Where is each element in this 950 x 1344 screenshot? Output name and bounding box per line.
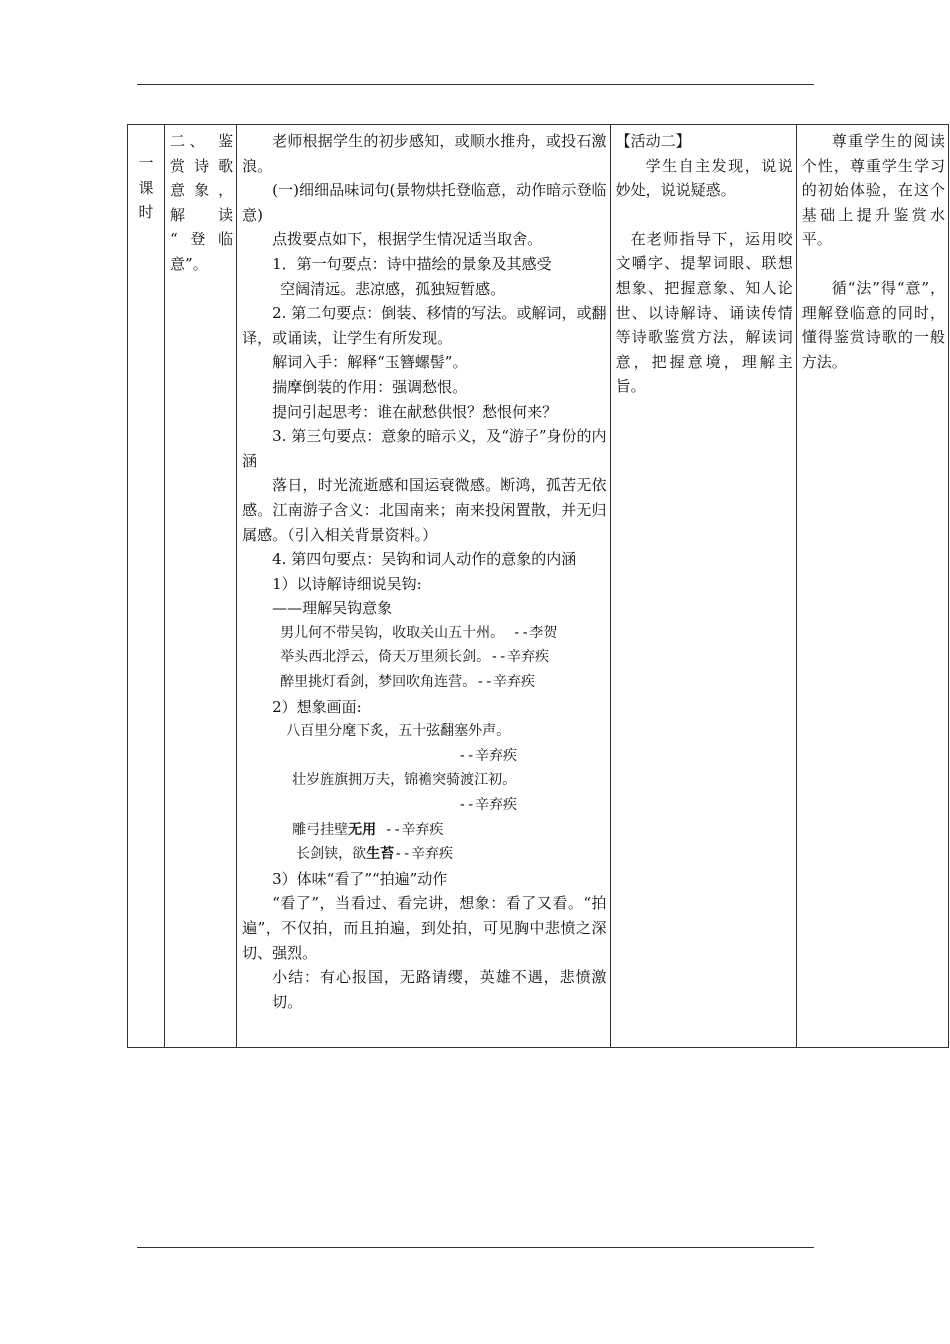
point-4-sub-1b: ——理解吴钩意象 bbox=[272, 599, 393, 618]
design-intent-cell bbox=[796, 125, 948, 1048]
point-1: 1．第一句要点：诗中描绘的景象及其感受 bbox=[272, 254, 552, 273]
activity-text: 学生自主发现，说说妙处，说说疑惑。 bbox=[615, 156, 793, 200]
poem-emphasis: 无用 bbox=[348, 821, 377, 838]
poem-emphasis: 生苔 bbox=[366, 846, 395, 863]
point-3: 3. 第三句要点：意象的暗示义，及“游子”身份的内涵 bbox=[242, 427, 607, 470]
table-row bbox=[128, 125, 949, 1048]
point-2-inversion: 揣摩倒装的作用：强调愁恨。 bbox=[272, 377, 468, 396]
summary-text: 小结：有心报国，无路请缨，英雄不遇，悲愤激切。 bbox=[272, 968, 607, 1011]
lesson-char: 时 bbox=[138, 203, 154, 222]
points-intro: 点拨要点如下，根据学生情况适当取舍。 bbox=[272, 230, 543, 249]
point-2: 2. 第二句要点：倒装、移情的写法。或解词，或翻译，或诵读，让学生有所发现。 bbox=[242, 304, 607, 347]
poem-author: --辛弃疾 bbox=[376, 821, 444, 838]
poem-text: 雕弓挂壁 bbox=[292, 821, 349, 838]
student-activity-cell bbox=[610, 125, 796, 1048]
poem-line: 八百里分麾下炙，五十弦翻塞外声。 bbox=[286, 723, 511, 740]
poem-line: 醉里挑灯看剑，梦回吹角连营。--辛弃疾 bbox=[280, 674, 535, 691]
poem-line: 男儿何不带吴钩，收取关山五十州。 --李贺 bbox=[280, 624, 558, 641]
header-rule bbox=[137, 84, 814, 85]
section-heading: (一)细细品味词句(景物烘托登临意，动作暗示登临意) bbox=[242, 181, 607, 224]
point-4-sub-3: 3）体味“看了”“拍遍”动作 bbox=[272, 869, 448, 888]
poem-line: 壮岁旌旗拥万夫，锦襜突骑渡江初。 bbox=[292, 772, 517, 789]
point-4-sub-1: 1）以诗解诗细说吴钩: bbox=[272, 574, 422, 593]
poem-line: 举头西北浮云，倚天万里须长剑。--辛弃疾 bbox=[280, 649, 549, 666]
point-1-detail: 空阔清远。悲凉感，孤独短暂感。 bbox=[280, 279, 506, 298]
teacher-activity-cell bbox=[237, 125, 610, 1048]
poem-line bbox=[242, 842, 606, 867]
point-2-question: 提问引起思考：谁在献愁供恨？愁恨何来？ bbox=[272, 402, 558, 421]
point-4: 4. 第四句要点：吴钩和词人动作的意象的内涵 bbox=[272, 550, 577, 569]
guidance-text: 在老师指导下，运用咬文嚼字、提挈词眼、联想想象、把握意象、知人论世、以诗解诗、诵读传情等诗歌鉴赏方法，解读词意，把握意境，理解主旨。 bbox=[615, 229, 793, 396]
footer-rule bbox=[137, 1247, 814, 1248]
poem-author: --辛弃疾 bbox=[458, 797, 517, 814]
lesson-char: 课 bbox=[138, 178, 154, 197]
step-title-line: 意”。 bbox=[170, 254, 208, 273]
lesson-char: 一 bbox=[138, 154, 154, 172]
poem-text: 长剑铗，欲 bbox=[296, 846, 367, 863]
point-4-sub-2: 2）想象画面: bbox=[272, 697, 362, 716]
step-title-line: 二、 鉴 bbox=[170, 132, 234, 150]
intent-respect: 尊重学生的阅读个性，尊重学生学习的初始体验，在这个基础上提升鉴赏水平。 bbox=[801, 132, 945, 249]
intro-text: 老师根据学生的初步感知，或顺水推舟，或投石激浪。 bbox=[242, 132, 607, 175]
poem-line bbox=[242, 818, 606, 843]
activity-title: 【活动二】 bbox=[615, 132, 691, 150]
step-title-line: “登临 bbox=[170, 230, 234, 249]
poem-author: --辛弃疾 bbox=[458, 747, 517, 764]
point-3-detail: 落日，时光流逝感和国运衰微感。断鸿，孤苦无依感。江南游子含义：北国南来；南来投闲置散，并无归属感。（引入相关背景资料。） bbox=[242, 476, 607, 544]
intent-method: 循“法”得“意”，理解登临意的同时，懂得鉴赏诗歌的一般方法。 bbox=[801, 278, 945, 371]
step-title-line: 意象， bbox=[170, 181, 234, 200]
poem-author: --辛弃疾 bbox=[394, 846, 453, 863]
lesson-count-cell bbox=[128, 125, 165, 1048]
step-title-cell bbox=[165, 125, 237, 1048]
lesson-plan-table bbox=[127, 124, 949, 1048]
point-4-sub-3-detail: “看了”，当看过、看完讲，想象：看了又看。“拍遍”，不仅拍，而且拍遍，到处拍，可见胸中悲愤之深切、强烈。 bbox=[242, 894, 607, 962]
step-title-line: 解 读 bbox=[170, 205, 234, 224]
point-2-word: 解词入手：解释“玉簪螺髻”。 bbox=[272, 353, 468, 372]
step-title-line: 赏诗歌 bbox=[170, 156, 234, 175]
